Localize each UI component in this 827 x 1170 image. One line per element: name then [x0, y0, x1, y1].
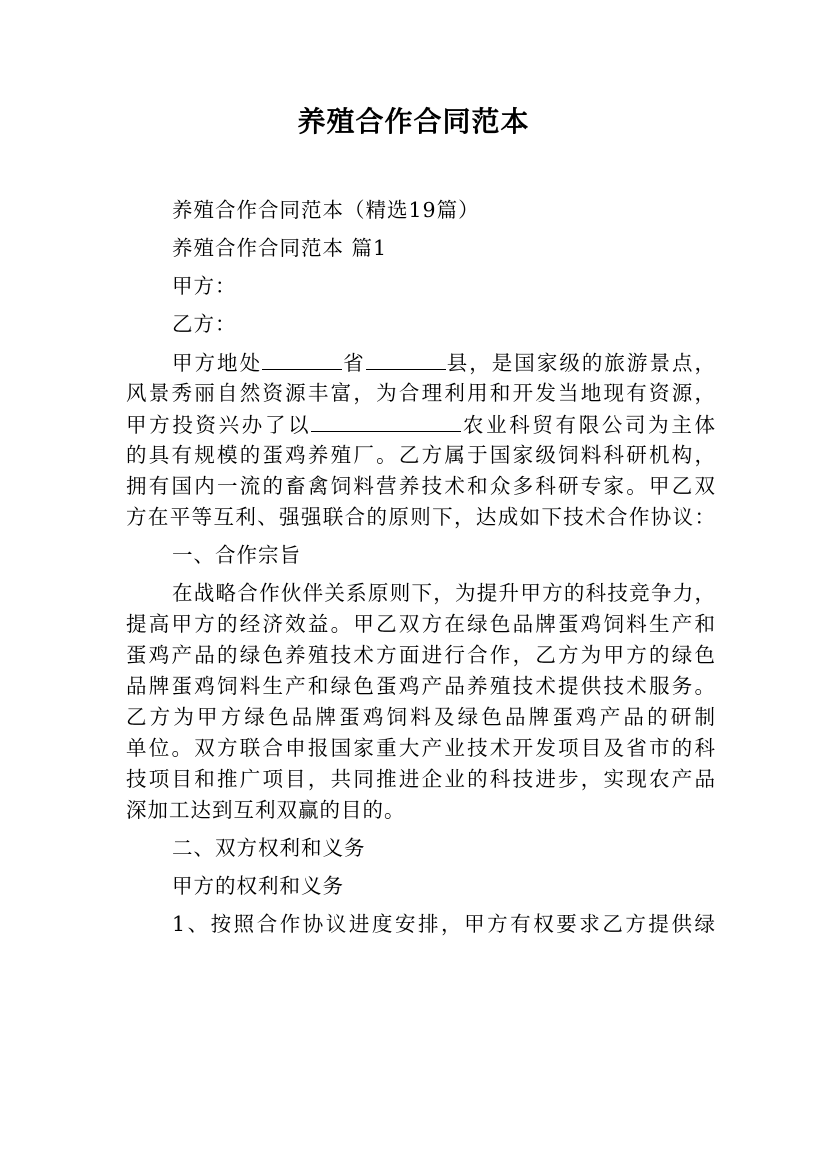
intro-text: 甲方投资兴办了以: [126, 413, 312, 437]
intro-text: 省: [342, 351, 366, 375]
party-a-label: 甲方：: [172, 274, 237, 298]
section2-item-1: 1、按照合作协议进度安排，甲方有权要求乙方提供绿: [172, 912, 716, 936]
article-heading: 养殖合作合同范本 篇1: [172, 236, 388, 260]
section1-line: 品牌蛋鸡饲料生产和绿色蛋鸡产品养殖技术提供技术服务。: [126, 674, 716, 698]
company-name-blank: [311, 409, 461, 432]
intro-text: 农业科贸有限公司为主体: [461, 413, 716, 437]
section2-heading: 二、双方权利和义务: [172, 836, 366, 860]
intro-line-4: 的具有规模的蛋鸡养殖厂。乙方属于国家级饲料科研机构，: [126, 443, 716, 467]
intro-line-2: 风景秀丽自然资源丰富，为合理利用和开发当地现有资源，: [126, 381, 716, 405]
intro-text: 县，是国家级的旅游景点，: [445, 351, 716, 375]
province-blank: [262, 347, 342, 370]
section1-line: 单位。双方联合申报国家重大产业技术开发项目及省市的科: [126, 736, 716, 760]
party-b-label: 乙方：: [172, 312, 237, 336]
intro-line-3: [126, 409, 716, 440]
document-title: 养殖合作合同范本: [297, 105, 530, 138]
document-subtitle: 养殖合作合同范本（精选19篇）: [172, 198, 480, 222]
section1-heading: 一、合作宗旨: [172, 543, 301, 567]
intro-line-1: [126, 347, 716, 378]
section1-line: 技项目和推广项目，共同推进企业的科技进步，实现农产品: [126, 767, 716, 791]
intro-line-6: 方在平等互利、强强联合的原则下，达成如下技术合作协议：: [126, 505, 716, 529]
intro-text: 甲方地处: [172, 351, 263, 375]
section1-line: 在战略合作伙伴关系原则下，为提升甲方的科技竞争力，: [172, 581, 716, 605]
intro-line-5: 拥有国内一流的畜禽饲料营养技术和众多科研专家。甲乙双: [126, 474, 716, 498]
section1-line: 蛋鸡产品的绿色养殖技术方面进行合作，乙方为甲方的绿色: [126, 643, 716, 667]
section2-subheading: 甲方的权利和义务: [172, 874, 344, 898]
section1-line: 深加工达到互利双赢的目的。: [126, 798, 406, 822]
section1-line: 提高甲方的经济效益。甲乙双方在绿色品牌蛋鸡饲料生产和: [126, 612, 716, 636]
section1-line: 乙方为甲方绿色品牌蛋鸡饲料及绿色品牌蛋鸡产品的研制: [126, 705, 716, 729]
document-body: [126, 195, 716, 940]
county-blank: [366, 347, 446, 370]
